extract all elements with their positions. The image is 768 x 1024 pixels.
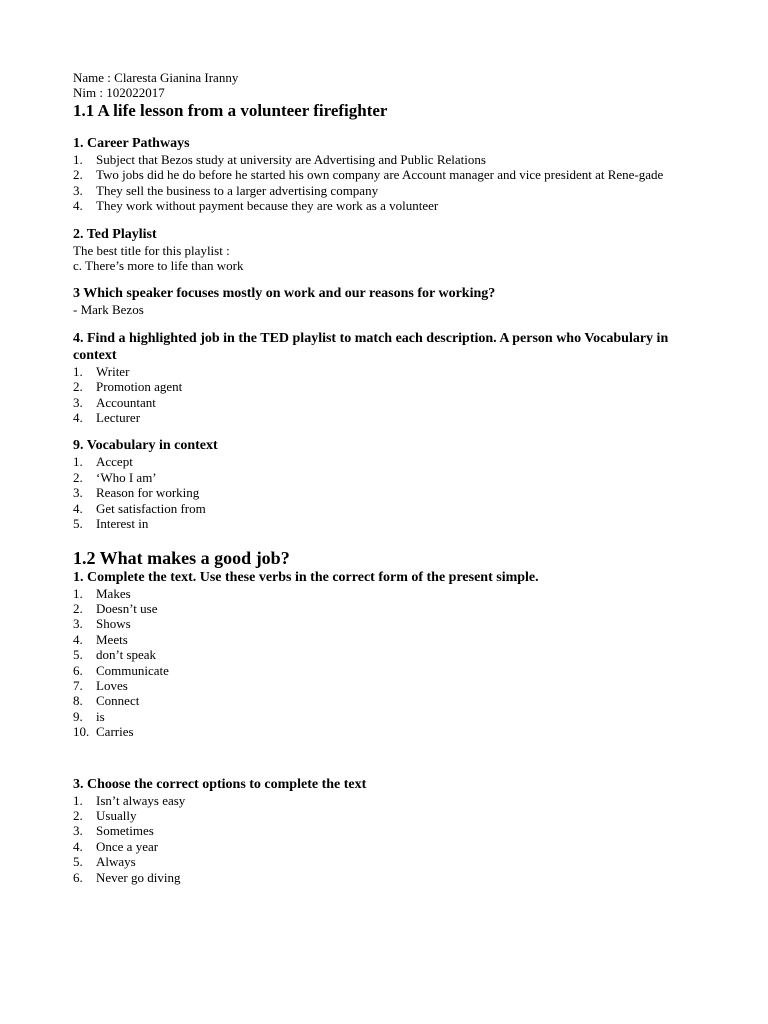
vocabulary-list [73,454,703,531]
list-item: 5. don’t speak [73,647,157,663]
ted-playlist-answer: c. There’s more to life than work [73,258,244,274]
career-pathways-heading: 1. Career Pathways [73,136,190,151]
list-item: 5. Always [73,854,136,870]
complete-text-heading: 1. Complete the text. Use these verbs in the correct form of the present simple. [73,569,539,585]
list-item: 3. They sell the business to a larger advertising company [73,182,379,198]
speaker-question-heading: 3 Which speaker focuses mostly on work and our reasons for working? [73,286,496,302]
list-item: 2. Usually [73,807,137,823]
list-item: 4. Once a year [73,838,159,854]
list-item: 7. Loves [73,677,128,693]
list-item: 2. Promotion agent [73,379,183,395]
list-item: 1. Makes [73,585,131,601]
unit-2-title: 1.2 What makes a good job? [73,547,290,568]
document-content [73,70,703,885]
highlighted-job-list [73,364,703,426]
list-item: 4. They work without payment because they are work as a volunteer [73,198,439,214]
career-pathways-list [73,152,703,214]
list-item: 2. Two jobs did he do before he started his own company are Account manager and vice president at Rene-gade [73,167,664,183]
list-item: 4. Get satisfaction from [73,500,206,516]
list-item: 9. is [73,708,105,724]
list-item: 3. Accountant [73,394,156,410]
list-item: 1. Writer [73,363,130,379]
highlighted-job-heading: 4. Find a highlighted job in the TED playlist to match each description. A person who Vocabulary in context [73,330,669,363]
list-item: 2. ‘Who I am’ [73,469,157,485]
list-item: 8. Connect [73,693,140,709]
student-nim: Nim : 102022017 [73,85,165,100]
list-item: 1. Accept [73,454,133,470]
student-name: Name : Claresta Gianina Iranny [73,70,239,85]
list-item: 4. Meets [73,631,128,647]
list-item: 1. Isn’t always easy [73,792,186,808]
speaker-answer: - Mark Bezos [73,302,144,318]
unit-1-title: 1.1 A life lesson from a volunteer firefighter [73,101,388,120]
list-item: 4. Lecturer [73,410,141,426]
list-item: 3. Sometimes [73,823,154,839]
ted-playlist-question: The best title for this playlist : [73,242,230,258]
choose-options-list [73,793,703,885]
list-item: 2. Doesn’t use [73,600,158,616]
vocabulary-heading: 9. Vocabulary in context [73,438,218,454]
list-item: 10. Carries [73,724,134,740]
complete-text-list [73,586,703,740]
ted-playlist-heading: 2. Ted Playlist [73,226,157,242]
list-item: 3. Reason for working [73,485,200,501]
list-item: 3. Shows [73,616,131,632]
list-item: 1. Subject that Bezos study at university are Advertising and Public Relations [73,152,486,167]
list-item: 6. Never go diving [73,869,181,885]
list-item: 6. Communicate [73,662,169,678]
choose-options-heading: 3. Choose the correct options to complete the text [73,776,367,792]
list-item: 5. Interest in [73,516,149,532]
